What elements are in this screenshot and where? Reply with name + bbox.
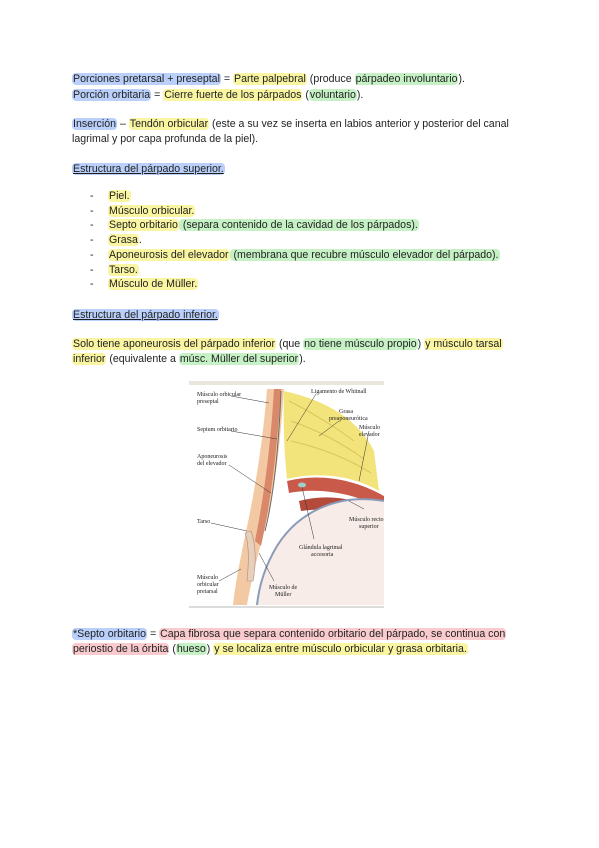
label-elevador: Músculo [359, 425, 380, 431]
porciones-line: Porciones pretarsal + preseptal = Parte palpebral (produce párpadeo involuntario). [73, 73, 465, 85]
highlight-porcion-orbitaria: Porción orbitaria [73, 89, 151, 101]
list-item: - Aponeurosis del elevador (membrana que recubre músculo elevador del párpado). [90, 248, 499, 261]
list-item: - Músculo orbicular. [90, 204, 195, 217]
label-orbicular-pretarsal-2: orbicular [197, 582, 219, 588]
label-grasa-2: preaponeurótica [329, 416, 368, 422]
highlight-insercion: Inserción [73, 118, 116, 130]
estructura-superior-list [90, 189, 500, 292]
label-recto-2: superior [359, 524, 379, 530]
label-muller: Músculo de [269, 585, 298, 591]
label-muller-2: Müller [275, 592, 292, 598]
list-item: - Grasa. [90, 234, 142, 247]
label-glandula-2: accesoria [311, 552, 334, 558]
insercion-line-2: lagrimal y por capa profunda de la piel). [72, 133, 259, 145]
list-item: - Piel. [90, 190, 130, 202]
label-elevador-2: elevador [359, 432, 380, 438]
highlight-parte-palpebral: Parte palpebral [234, 73, 306, 85]
inferior-line-1: Solo tiene aponeurosis del párpado inferior (que no tiene músculo propio) y músculo tarsal [73, 338, 502, 350]
label-recto: Músculo recto [349, 517, 384, 523]
porcion-orbitaria-line: Porción orbitaria = Cierre fuerte de los párpados (voluntario). [73, 89, 364, 101]
septo-note-line-2: periostio de la órbita (hueso) y se localiza entre músculo orbicular y grasa orbitaria. [73, 643, 467, 655]
label-whitnall: Ligamento de Whitnall [311, 389, 367, 395]
eyelid-anatomy-figure [189, 381, 384, 608]
heading-parpado-inferior: Estructura del párpado inferior. [73, 309, 218, 321]
label-aponeurosis: Aponeurosis [197, 454, 228, 460]
label-aponeurosis-2: del elevador [197, 461, 227, 467]
septo-note-line-1: *Septo orbitario = Capa fibrosa que separa contenido orbitario del párpado, se continua con [73, 628, 506, 640]
label-septum: Septum orbitario [197, 427, 238, 433]
list-item: - Tarso. [90, 263, 138, 276]
highlight-involuntario: párpadeo involuntario [355, 73, 458, 85]
label-orbicular-pretarsal-3: pretarsal [197, 589, 218, 595]
label-orbicular-preseptal-2: preseptal [197, 399, 219, 405]
highlight-voluntario: voluntario [309, 89, 356, 101]
highlight-cierre: Cierre fuerte de los párpados [164, 89, 302, 101]
label-glandula: Glándula lagrimal [299, 545, 343, 551]
label-orbicular-pretarsal: Músculo [197, 575, 218, 581]
label-orbicular-preseptal: Músculo orbicular [197, 392, 242, 398]
label-tarso: Tarso [197, 519, 211, 525]
label-grasa: Grasa [339, 409, 353, 415]
heading-parpado-superior: Estructura del párpado superior. [73, 163, 224, 175]
highlight-tendon: Tendón orbicular [129, 118, 209, 130]
list-item: - Septo orbitario (separa contenido de la cavidad de los párpados). [90, 219, 418, 232]
insercion-line: Inserción – Tendón orbicular (este a su vez se inserta en labios anterior y posterior del canal [73, 118, 509, 130]
inferior-line-2: inferior (equivalente a músc. Müller del superior). [73, 353, 306, 365]
eyelid-anatomy-illustration [189, 381, 384, 608]
highlight-porciones: Porciones pretarsal + preseptal [73, 73, 220, 85]
list-item: - Músculo de Müller. [90, 278, 198, 291]
